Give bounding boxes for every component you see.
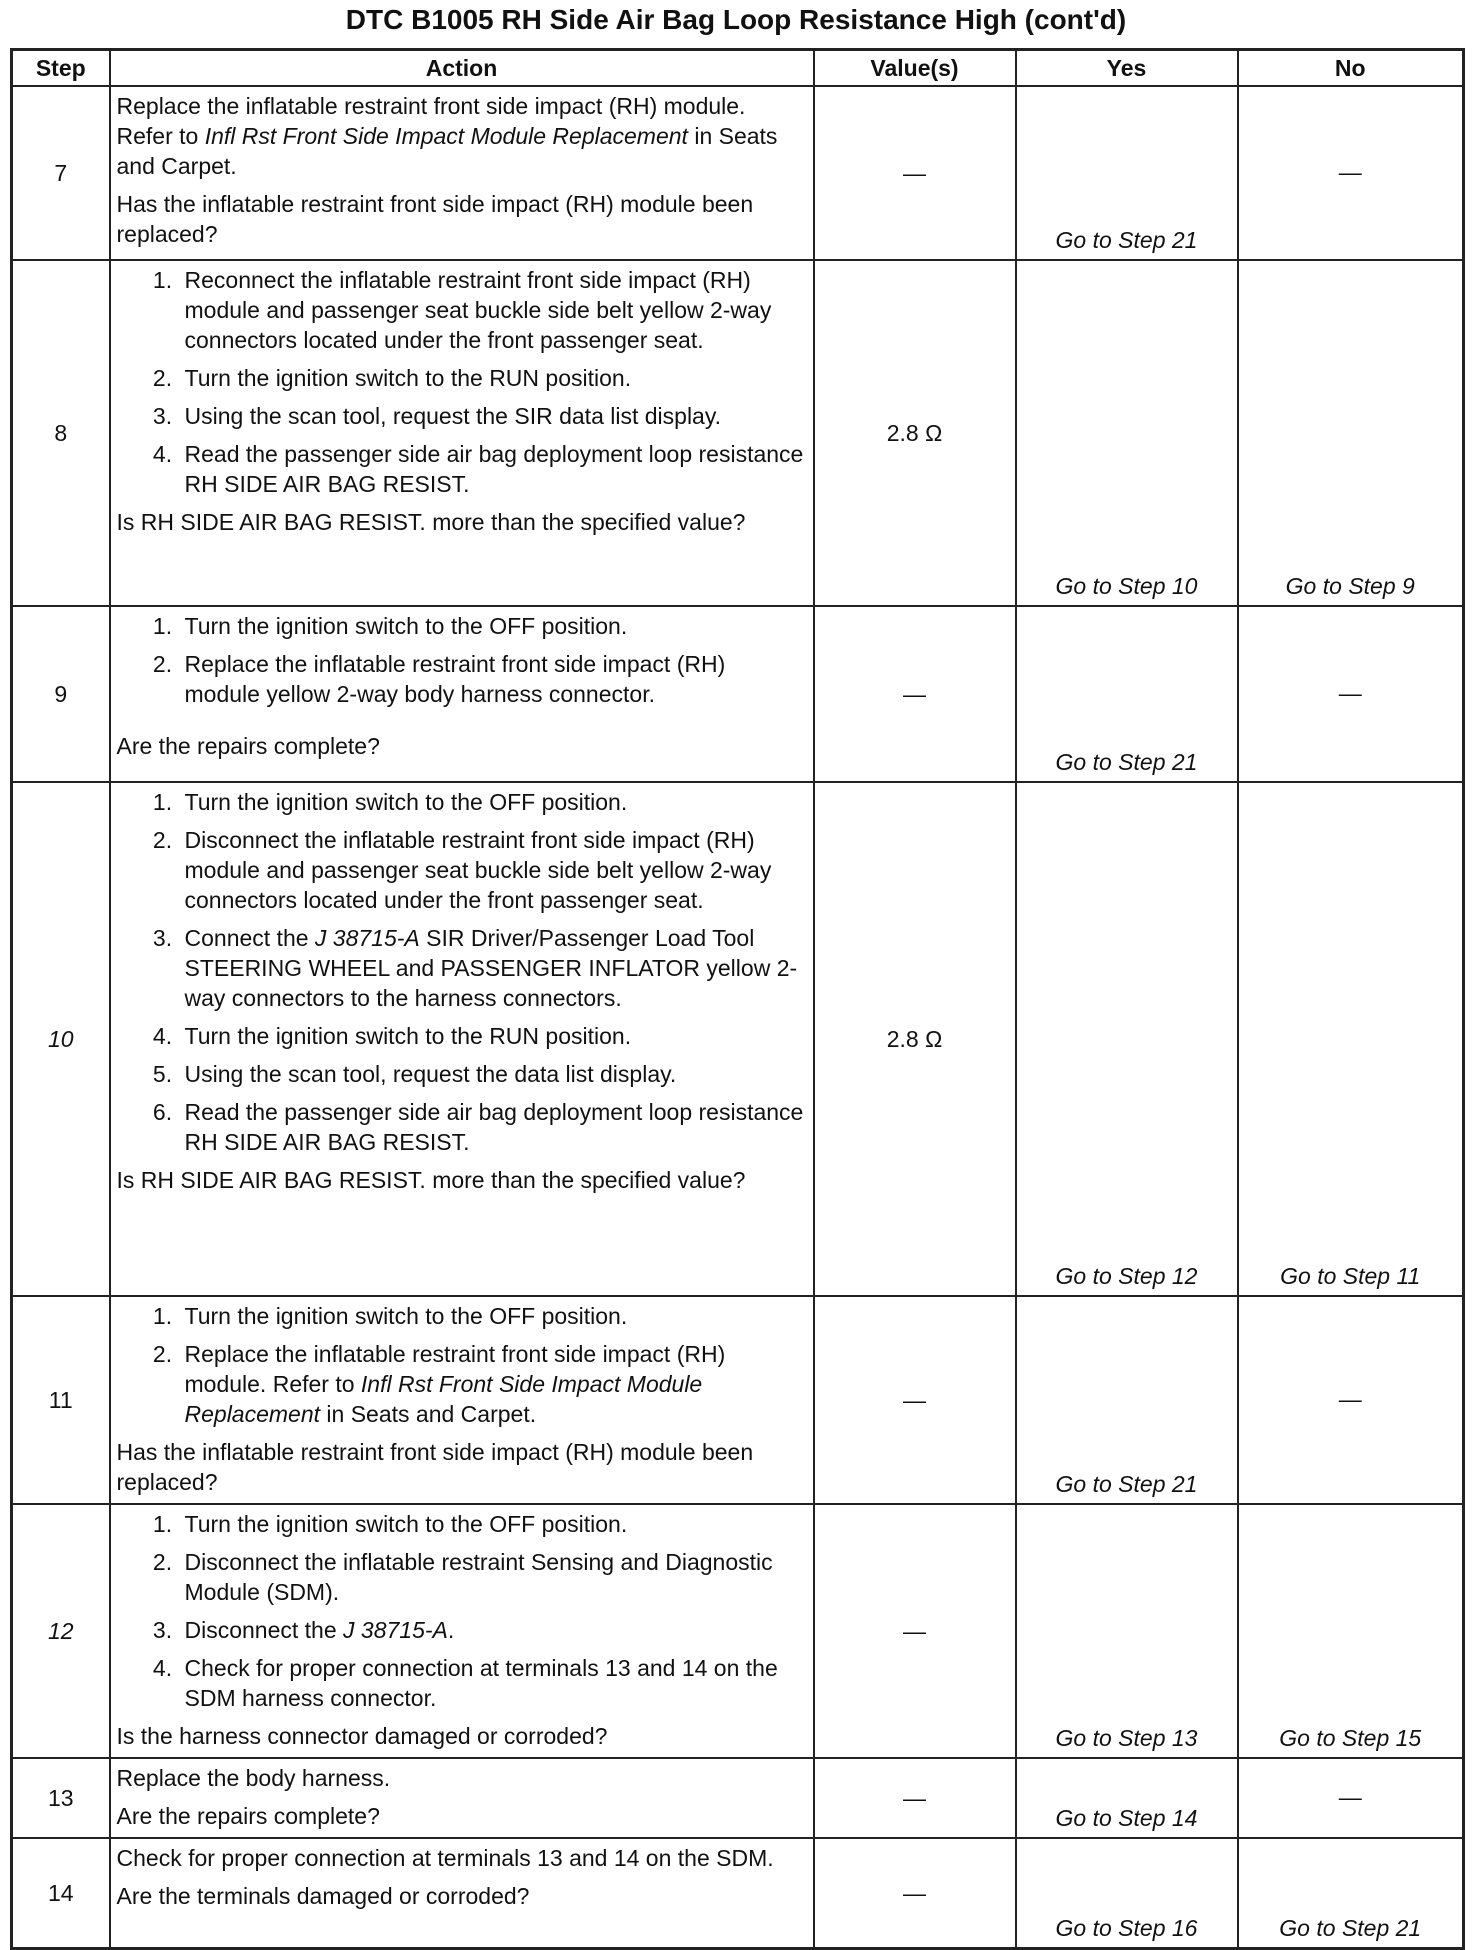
header-step: Step	[12, 50, 110, 87]
header-action: Action	[110, 50, 814, 87]
step-number: 13	[12, 1758, 110, 1838]
yes-cell: Go to Step 21	[1016, 606, 1238, 782]
value-cell: 2.8 Ω	[814, 260, 1016, 606]
yes-cell: Go to Step 21	[1016, 1296, 1238, 1504]
yes-cell: Go to Step 12	[1016, 782, 1238, 1296]
yes-cell: Go to Step 13	[1016, 1504, 1238, 1758]
table-row	[12, 1296, 1464, 1504]
yes-cell: Go to Step 10	[1016, 260, 1238, 606]
list-item: 4. Turn the ignition switch to the RUN position.	[179, 1021, 807, 1051]
question-text: Has the inflatable restraint front side impact (RH) module been replaced?	[116, 191, 754, 247]
step-number: 11	[12, 1296, 110, 1504]
diagnostic-table	[10, 48, 1465, 1950]
list-item: 4. Check for proper connection at terminals 13 and 14 on the SDM harness connector.	[179, 1653, 807, 1713]
question-text: Are the repairs complete?	[116, 733, 380, 759]
table-row	[12, 260, 1464, 606]
no-cell: —	[1238, 1296, 1464, 1504]
value-cell: —	[814, 86, 1016, 260]
header-no: No	[1238, 50, 1464, 87]
table-row	[12, 606, 1464, 782]
question-text: Has the inflatable restraint front side impact (RH) module been replaced?	[116, 1439, 754, 1495]
action-cell	[110, 782, 814, 1296]
action-text-part: .	[447, 1617, 455, 1643]
action-text-part: Replace the inflatable restraint front side impact (RH) module. Refer to	[116, 93, 746, 149]
step-number: 10	[12, 782, 110, 1296]
yes-cell: Go to Step 16	[1016, 1838, 1238, 1948]
value-cell: —	[814, 1838, 1016, 1948]
value-cell: —	[814, 606, 1016, 782]
yes-cell: Go to Step 14	[1016, 1758, 1238, 1838]
action-cell	[110, 260, 814, 606]
action-list	[117, 1509, 807, 1713]
no-cell: Go to Step 9	[1238, 260, 1464, 606]
list-item: 2. Turn the ignition switch to the RUN position.	[179, 363, 807, 393]
no-cell: —	[1238, 606, 1464, 782]
header-row	[12, 50, 1464, 87]
list-item: 2. Replace the inflatable restraint front side impact (RH) module yellow 2-way body harness connector.	[179, 649, 807, 709]
list-item: 1. Turn the ignition switch to the OFF position.	[179, 1509, 807, 1539]
list-item	[179, 1615, 807, 1645]
step-number: 9	[12, 606, 110, 782]
action-text-part: in Seats and Carpet.	[320, 1401, 537, 1427]
action-list	[117, 611, 807, 709]
list-item: 5. Using the scan tool, request the data list display.	[179, 1059, 807, 1089]
list-item	[179, 923, 807, 1013]
no-cell: —	[1238, 86, 1464, 260]
value-cell: —	[814, 1504, 1016, 1758]
list-item: 6. Read the passenger side air bag deployment loop resistance RH SIDE AIR BAG RESIST.	[179, 1097, 807, 1157]
question-text: Is RH SIDE AIR BAG RESIST. more than the specified value?	[116, 1167, 746, 1193]
list-item: 1. Turn the ignition switch to the OFF position.	[179, 1301, 807, 1331]
step-number: 14	[12, 1838, 110, 1948]
step-number: 8	[12, 260, 110, 606]
no-cell: Go to Step 11	[1238, 782, 1464, 1296]
table-row	[12, 86, 1464, 260]
list-item: 4. Read the passenger side air bag deployment loop resistance RH SIDE AIR BAG RESIST.	[179, 439, 807, 499]
action-text: Check for proper connection at terminals 13 and 14 on the SDM.	[116, 1845, 774, 1871]
question-text: Are the repairs complete?	[116, 1803, 380, 1829]
list-item: 1. Reconnect the inflatable restraint front side impact (RH) module and passenger seat buckle side belt yellow 2-way connectors located under the front passenger seat.	[179, 265, 807, 355]
step-number: 7	[12, 86, 110, 260]
tool-reference: J 38715-A	[343, 1617, 448, 1643]
step-number: 12	[12, 1504, 110, 1758]
reference-link: Infl Rst Front Side Impact Module Replacement	[204, 123, 688, 149]
table-row	[12, 1758, 1464, 1838]
table-row	[12, 1838, 1464, 1948]
action-text: Replace the body harness.	[116, 1765, 391, 1791]
header-values: Value(s)	[814, 50, 1016, 87]
list-item: 2. Disconnect the inflatable restraint front side impact (RH) module and passenger seat buckle side belt yellow 2-way connectors located under the front passenger seat.	[179, 825, 807, 915]
table-row	[12, 1504, 1464, 1758]
page-title: DTC B1005 RH Side Air Bag Loop Resistance High (cont'd)	[345, 4, 1127, 35]
list-item: 3. Using the scan tool, request the SIR data list display.	[179, 401, 807, 431]
no-cell: —	[1238, 1758, 1464, 1838]
table-row	[12, 782, 1464, 1296]
value-cell: —	[814, 1296, 1016, 1504]
action-list	[117, 265, 807, 499]
action-cell	[110, 606, 814, 782]
value-cell: 2.8 Ω	[814, 782, 1016, 1296]
value-cell: —	[814, 1758, 1016, 1838]
action-cell	[110, 1838, 814, 1948]
action-cell	[110, 1296, 814, 1504]
question-text: Is RH SIDE AIR BAG RESIST. more than the specified value?	[116, 509, 746, 535]
list-item	[179, 1339, 807, 1429]
list-item: 2. Disconnect the inflatable restraint Sensing and Diagnostic Module (SDM).	[179, 1547, 807, 1607]
no-cell: Go to Step 21	[1238, 1838, 1464, 1948]
reference-link: Infl Rst Front Side Impact Module Replacement	[184, 1371, 703, 1427]
action-text	[117, 91, 807, 181]
list-item: 1. Turn the ignition switch to the OFF position.	[179, 787, 807, 817]
question-text: Are the terminals damaged or corroded?	[116, 1883, 530, 1909]
tool-reference: J 38715-A	[314, 925, 420, 951]
list-item: 1. Turn the ignition switch to the OFF position.	[179, 611, 807, 641]
action-text-part: Replace the inflatable restraint front side impact (RH) module. Refer to	[184, 1341, 726, 1397]
action-list	[117, 787, 807, 1157]
action-text-part: SIR Driver/Passenger Load Tool STEERING WHEEL and PASSENGER INFLATOR yellow 2-way connectors to the harness connectors.	[184, 925, 798, 1011]
header-yes: Yes	[1016, 50, 1238, 87]
action-text-part: Connect the	[184, 925, 315, 951]
question-text: Is the harness connector damaged or corroded?	[116, 1723, 608, 1749]
action-cell	[110, 1504, 814, 1758]
action-cell	[110, 86, 814, 260]
action-text-part: Disconnect the	[184, 1617, 344, 1643]
action-cell	[110, 1758, 814, 1838]
yes-cell: Go to Step 21	[1016, 86, 1238, 260]
action-text-part: in Seats and Carpet.	[116, 123, 778, 179]
no-cell: Go to Step 15	[1238, 1504, 1464, 1758]
action-list	[117, 1301, 807, 1429]
